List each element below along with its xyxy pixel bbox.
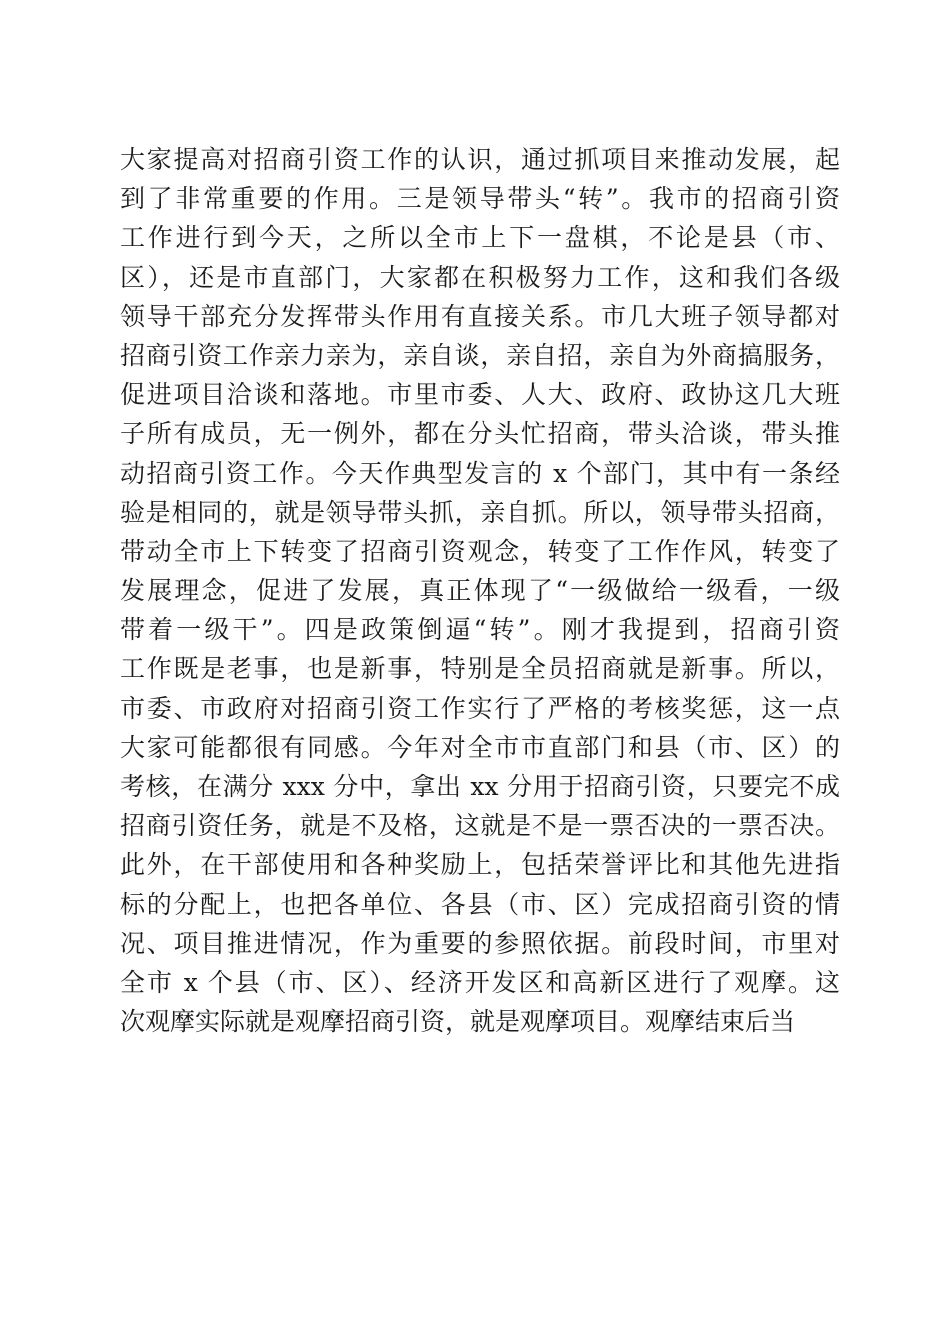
text-line: 动招商引资工作。今天作典型发言的 x 个部门，其中有一条经 [120, 458, 840, 488]
text-line: 全市 x 个县（市、区）、经济开发区和高新区进行了观摩。这 [120, 967, 840, 997]
text-line: 验是相同的，就是领导带头抓，亲自抓。所以，领导带头招商， [120, 497, 840, 527]
text-line: 带动全市上下转变了招商引资观念，转变了工作作风，转变了 [120, 536, 840, 566]
text-line: 招商引资工作亲力亲为，亲自谈，亲自招，亲自为外商搞服务， [120, 340, 840, 370]
text-line: 发展理念，促进了发展，真正体现了“一级做给一级看，一级 [120, 576, 840, 606]
text-line: 考核，在满分 xxx 分中，拿出 xx 分用于招商引资，只要完不成 [120, 772, 840, 801]
text-line: 大家提高对招商引资工作的认识，通过抓项目来推动发展，起 [120, 145, 840, 174]
text-line: 招商引资任务，就是不及格，这就是不是一票否决的一票否决。 [120, 811, 840, 841]
text-line: 到了非常重要的作用。三是领导带头“转”。我市的招商引资 [120, 184, 840, 214]
text-line: 此外，在干部使用和各种奖励上，包括荣誉评比和其他先进指 [120, 850, 840, 880]
text-line: 带着一级干”。四是政策倒逼“转”。刚才我提到，招商引资 [120, 615, 840, 645]
text-line: 标的分配上，也把各单位、各县（市、区）完成招商引资的情 [120, 889, 840, 919]
text-line: 工作既是老事，也是新事，特别是全员招商就是新事。所以， [120, 654, 840, 684]
text-line: 区），还是市直部门，大家都在积极努力工作，这和我们各级 [120, 262, 840, 292]
text-line: 促进项目洽谈和落地。市里市委、人大、政府、政协这几大班 [120, 380, 840, 410]
body-paragraph [120, 140, 840, 1041]
text-line: 况、项目推进情况，作为重要的参照依据。前段时间，市里对 [120, 928, 840, 958]
text-line: 领导干部充分发挥带头作用有直接关系。市几大班子领导都对 [120, 301, 840, 331]
text-line: 大家可能都很有同感。今年对全市市直部门和县（市、区）的 [120, 732, 840, 762]
text-line: 市委、市政府对招商引资工作实行了严格的考核奖惩，这一点 [120, 693, 840, 723]
text-line: 子所有成员，无一例外，都在分头忙招商，带头洽谈，带头推 [120, 419, 840, 449]
text-line: 次观摩实际就是观摩招商引资，就是观摩项目。观摩结束后当 [120, 1007, 796, 1037]
text-line: 工作进行到今天，之所以全市上下一盘棋，不论是县（市、 [120, 223, 840, 253]
